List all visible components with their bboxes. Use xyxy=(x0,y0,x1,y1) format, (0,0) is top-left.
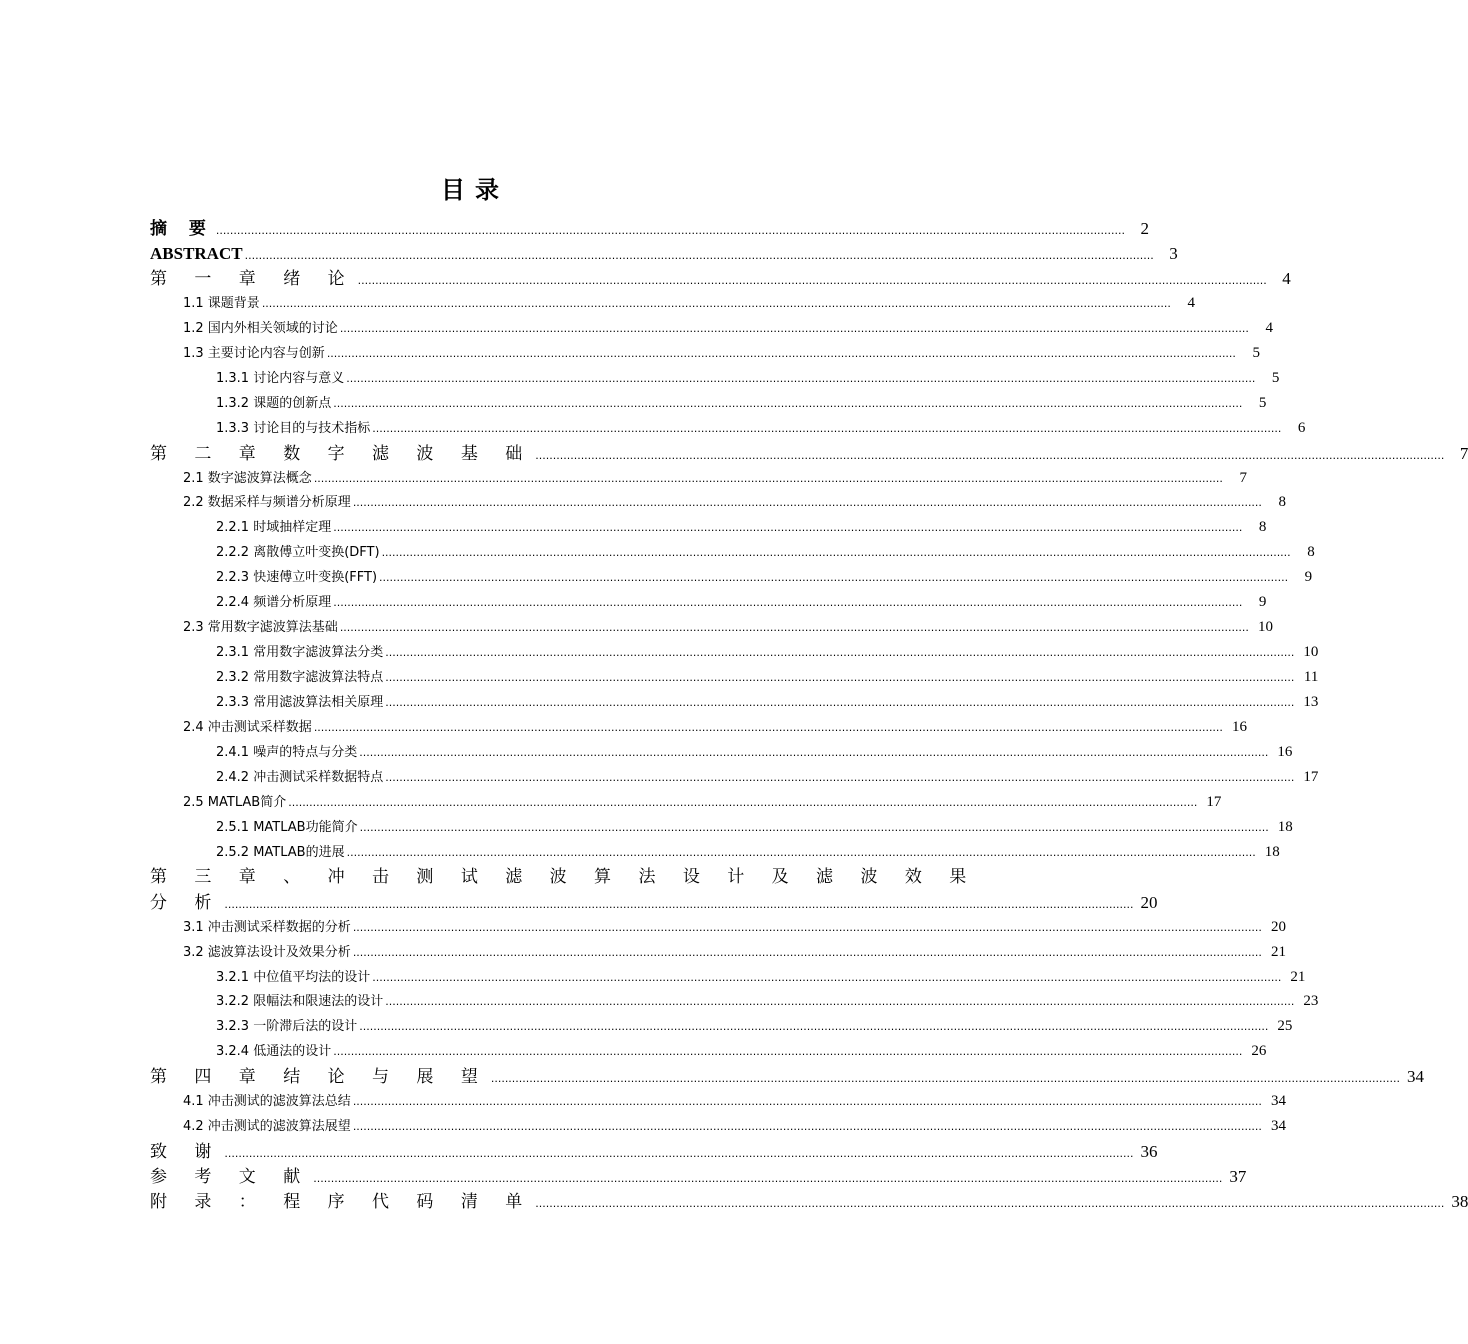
toc-entry[interactable] xyxy=(183,316,1273,341)
toc-entry-label: 摘 要 xyxy=(150,219,214,239)
toc-entry-label: 参 考 文 献 xyxy=(150,1167,312,1187)
toc-entry-label: 3.2.1 中位值平均法的设计 xyxy=(216,970,371,985)
toc-entry-label: 4.1 冲击测试的滤波算法总结 xyxy=(183,1094,351,1109)
toc-entry[interactable] xyxy=(183,615,1273,640)
toc-entry[interactable] xyxy=(150,216,1150,241)
toc-page-number: 21 xyxy=(1270,944,1286,960)
dot-leader: .................................................................................................................................................................................................................................................................... xyxy=(385,995,1295,1008)
toc-entry[interactable] xyxy=(216,989,1319,1014)
dot-leader: .................................................................................................................................................................................................................................................................... xyxy=(352,921,1262,934)
toc-page-number: 25 xyxy=(1277,1018,1293,1034)
toc-page-number: 34 xyxy=(1270,1118,1286,1134)
toc-entry[interactable] xyxy=(216,840,1280,865)
dot-leader: .................................................................................................................................................................................................................................................................... xyxy=(381,546,1291,559)
toc-entry[interactable] xyxy=(216,765,1319,790)
toc-page-number: 18 xyxy=(1277,819,1293,835)
toc-entry[interactable] xyxy=(183,1114,1286,1139)
toc-entry[interactable] xyxy=(150,441,1468,466)
toc-page-number: 6 xyxy=(1297,420,1306,436)
toc-entry[interactable] xyxy=(183,790,1222,815)
toc-entry[interactable] xyxy=(183,490,1286,515)
dot-leader: .................................................................................................................................................................................................................................................................... xyxy=(288,796,1198,809)
dot-leader: .................................................................................................................................................................................................................................................................... xyxy=(535,1197,1445,1210)
toc-entry-label: 3.2 滤波算法设计及效果分析 xyxy=(183,945,351,960)
toc-entry-label: 3.2.3 一阶滞后法的设计 xyxy=(216,1019,358,1034)
dot-leader: .................................................................................................................................................................................................................................................................... xyxy=(224,1147,1134,1160)
toc-page-number: 10 xyxy=(1303,644,1319,660)
toc-page-number: 5 xyxy=(1258,395,1267,411)
toc-entry-label: 4.2 冲击测试的滤波算法展望 xyxy=(183,1119,351,1134)
dot-leader: .................................................................................................................................................................................................................................................................... xyxy=(490,1072,1400,1085)
toc-entry-label: 2.2 数据采样与频谱分析原理 xyxy=(183,495,351,510)
toc-page-number: 36 xyxy=(1140,1142,1158,1161)
toc-entry[interactable] xyxy=(216,815,1293,840)
toc-entry-label: 第 二 章 数 字 滤 波 基 础 xyxy=(150,444,534,464)
toc-entry[interactable] xyxy=(216,590,1267,615)
toc-entry-label: ABSTRACT xyxy=(150,244,243,263)
toc-page-number: 4 xyxy=(1265,320,1273,336)
toc-entry[interactable] xyxy=(216,1014,1293,1039)
toc-page-number: 8 xyxy=(1258,519,1267,535)
toc-page-number: 23 xyxy=(1303,993,1319,1009)
toc-entry[interactable] xyxy=(183,715,1247,740)
dot-leader: .................................................................................................................................................................................................................................................................... xyxy=(346,372,1256,385)
dot-leader: .................................................................................................................................................................................................................................................................... xyxy=(346,846,1256,859)
toc-entry-label: 2.5.1 MATLAB功能简介 xyxy=(216,820,358,835)
toc-entry[interactable] xyxy=(150,890,1158,915)
toc-page-number: 13 xyxy=(1303,694,1319,710)
dot-leader: .................................................................................................................................................................................................................................................................... xyxy=(352,496,1262,509)
toc-entry-label: 2.5.2 MATLAB的进展 xyxy=(216,845,345,860)
toc-page-number: 4 xyxy=(1187,295,1195,311)
toc-entry-label: 1.2 国内外相关领域的讨论 xyxy=(183,321,338,336)
toc-entry[interactable] xyxy=(150,1189,1468,1214)
toc-entry-label: 3.2.2 限幅法和限速法的设计 xyxy=(216,994,384,1009)
dot-leader: .................................................................................................................................................................................................................................................................... xyxy=(313,1172,1223,1185)
toc-entry-label: 2.2.3 快速傅立叶变换(FFT) xyxy=(216,570,378,585)
toc-entry[interactable] xyxy=(216,640,1319,665)
dot-leader: .................................................................................................................................................................................................................................................................... xyxy=(244,249,1154,262)
toc-page-number: 38 xyxy=(1451,1192,1468,1211)
toc-entry-label: 1.3.3 讨论目的与技术指标 xyxy=(216,421,371,436)
toc-page-number: 8 xyxy=(1307,544,1315,560)
toc-page-number: 7 xyxy=(1239,470,1247,486)
toc-entry-label: 2.2.2 离散傅立叶变换(DFT) xyxy=(216,545,380,560)
dot-leader: .................................................................................................................................................................................................................................................................... xyxy=(333,1045,1243,1058)
toc-page-number: 11 xyxy=(1303,669,1319,685)
toc-entry[interactable] xyxy=(216,665,1319,690)
toc-entry-label: 2.3.2 常用数字滤波算法特点 xyxy=(216,670,384,685)
toc-entry[interactable] xyxy=(150,1164,1247,1189)
toc-entry[interactable] xyxy=(183,341,1260,366)
toc-entry-label: 2.4 冲击测试采样数据 xyxy=(183,720,312,735)
toc-page-number: 20 xyxy=(1140,893,1158,912)
toc-entry-label: 1.3.1 讨论内容与意义 xyxy=(216,371,345,386)
dot-leader: .................................................................................................................................................................................................................................................................... xyxy=(313,472,1223,485)
toc-page-number: 4 xyxy=(1282,269,1291,288)
dot-leader: .................................................................................................................................................................................................................................................................... xyxy=(352,1120,1262,1133)
toc-entry-label: 3.1 冲击测试采样数据的分析 xyxy=(183,920,351,935)
toc-entry[interactable] xyxy=(183,1089,1286,1114)
dot-leader: .................................................................................................................................................................................................................................................................... xyxy=(261,297,1171,310)
toc-entry[interactable] xyxy=(150,1139,1158,1164)
toc-entry[interactable] xyxy=(216,366,1280,391)
toc-page-number: 5 xyxy=(1252,345,1260,361)
toc-entry[interactable] xyxy=(216,416,1306,441)
toc-entry[interactable] xyxy=(216,565,1313,590)
dot-leader: .................................................................................................................................................................................................................................................................... xyxy=(352,946,1262,959)
dot-leader: .................................................................................................................................................................................................................................................................... xyxy=(352,1095,1262,1108)
toc-entry-label: 第 一 章 绪 论 xyxy=(150,269,356,289)
page-title: 目录 xyxy=(441,176,509,204)
toc-entry-label: 2.3.1 常用数字滤波算法分类 xyxy=(216,645,384,660)
toc-entry[interactable] xyxy=(150,1064,1424,1089)
toc-entry[interactable] xyxy=(183,466,1247,491)
toc-entry[interactable] xyxy=(216,965,1306,990)
toc-entry[interactable] xyxy=(216,540,1315,565)
toc-entry-label: 2.3.3 常用滤波算法相关原理 xyxy=(216,695,384,710)
dot-leader: .................................................................................................................................................................................................................................................................... xyxy=(339,322,1249,335)
toc-page-number: 34 xyxy=(1406,1067,1424,1086)
toc-page-number: 5 xyxy=(1271,370,1280,386)
toc-entry[interactable] xyxy=(216,1039,1267,1064)
toc-page-number: 18 xyxy=(1264,844,1280,860)
toc-page-number: 2 xyxy=(1140,219,1150,238)
toc-page-number: 34 xyxy=(1270,1093,1286,1109)
dot-leader: .................................................................................................................................................................................................................................................................... xyxy=(372,971,1282,984)
toc-entry[interactable] xyxy=(183,940,1286,965)
toc-entry-label: 2.4.2 冲击测试采样数据特点 xyxy=(216,770,384,785)
dot-leader: .................................................................................................................................................................................................................................................................... xyxy=(385,771,1295,784)
toc-entry-label: 2.3 常用数字滤波算法基础 xyxy=(183,620,338,635)
dot-leader: .................................................................................................................................................................................................................................................................... xyxy=(326,347,1236,360)
toc-entry-label: 附 录 ： 程 序 代 码 清 单 xyxy=(150,1192,534,1212)
dot-leader: .................................................................................................................................................................................................................................................................... xyxy=(339,621,1249,634)
toc-page-number: 26 xyxy=(1251,1043,1267,1059)
toc-entry[interactable] xyxy=(216,515,1267,540)
toc-entry[interactable] xyxy=(150,241,1178,266)
dot-leader: .................................................................................................................................................................................................................................................................... xyxy=(379,571,1289,584)
toc-entry-label: 1.3.2 课题的创新点 xyxy=(216,396,332,411)
toc-page-number: 16 xyxy=(1277,744,1293,760)
toc-entry-label: 第 三 章 、 冲 击 测 试 滤 波 算 法 设 计 及 滤 波 效 果 xyxy=(150,867,978,887)
dot-leader: .................................................................................................................................................................................................................................................................... xyxy=(333,521,1243,534)
toc-entry-label: 1.3 主要讨论内容与创新 xyxy=(183,346,325,361)
toc-page-number: 17 xyxy=(1303,769,1319,785)
toc-entry[interactable] xyxy=(216,391,1267,416)
toc-page-number: 8 xyxy=(1278,494,1286,510)
toc-page-number: 16 xyxy=(1231,719,1247,735)
dot-leader: .................................................................................................................................................................................................................................................................... xyxy=(313,721,1223,734)
toc-page-number: 17 xyxy=(1206,794,1222,810)
toc-entry-label: 1.1 课题背景 xyxy=(183,296,260,311)
dot-leader: .................................................................................................................................................................................................................................................................... xyxy=(359,746,1269,759)
toc-entry[interactable] xyxy=(216,740,1293,765)
toc-entry-label: 2.4.1 噪声的特点与分类 xyxy=(216,745,358,760)
dot-leader: .................................................................................................................................................................................................................................................................... xyxy=(385,696,1295,709)
toc-entry-label: 致 谢 xyxy=(150,1142,223,1162)
dot-leader: .................................................................................................................................................................................................................................................................... xyxy=(215,224,1126,237)
toc-entry[interactable] xyxy=(183,291,1195,316)
toc-page-number: 7 xyxy=(1459,444,1468,463)
toc-page-number: 9 xyxy=(1258,594,1267,610)
dot-leader: .................................................................................................................................................................................................................................................................... xyxy=(333,596,1243,609)
toc-page-number: 9 xyxy=(1304,569,1313,585)
dot-leader: .................................................................................................................................................................................................................................................................... xyxy=(385,671,1295,684)
dot-leader: .................................................................................................................................................................................................................................................................... xyxy=(333,397,1243,410)
toc-entry[interactable] xyxy=(150,266,1291,291)
toc-entry[interactable] xyxy=(216,690,1319,715)
dot-leader: .................................................................................................................................................................................................................................................................... xyxy=(224,898,1134,911)
dot-leader: .................................................................................................................................................................................................................................................................... xyxy=(385,646,1295,659)
dot-leader: .................................................................................................................................................................................................................................................................... xyxy=(357,274,1267,287)
toc-entry-label: 2.2.1 时域抽样定理 xyxy=(216,520,332,535)
toc-page-number: 3 xyxy=(1169,244,1178,263)
toc-entry-label: 2.5 MATLAB简介 xyxy=(183,795,287,810)
toc-page-number: 21 xyxy=(1290,969,1306,985)
toc-page-number: 20 xyxy=(1270,919,1286,935)
toc-entry-label: 2.2.4 频谱分析原理 xyxy=(216,595,332,610)
toc-entry[interactable] xyxy=(183,915,1286,940)
toc-page-number: 10 xyxy=(1257,619,1273,635)
toc-entry-label: 第 四 章 结 论 与 展 望 xyxy=(150,1067,489,1087)
dot-leader: .................................................................................................................................................................................................................................................................... xyxy=(359,821,1269,834)
toc-entry-label: 3.2.4 低通法的设计 xyxy=(216,1044,332,1059)
toc-entry-label: 分 析 xyxy=(150,893,223,913)
toc-page-number: 37 xyxy=(1229,1167,1247,1186)
dot-leader: .................................................................................................................................................................................................................................................................... xyxy=(535,449,1445,462)
dot-leader: .................................................................................................................................................................................................................................................................... xyxy=(359,1020,1269,1033)
toc-entry-label: 2.1 数字滤波算法概念 xyxy=(183,471,312,486)
dot-leader: .................................................................................................................................................................................................................................................................... xyxy=(372,422,1282,435)
